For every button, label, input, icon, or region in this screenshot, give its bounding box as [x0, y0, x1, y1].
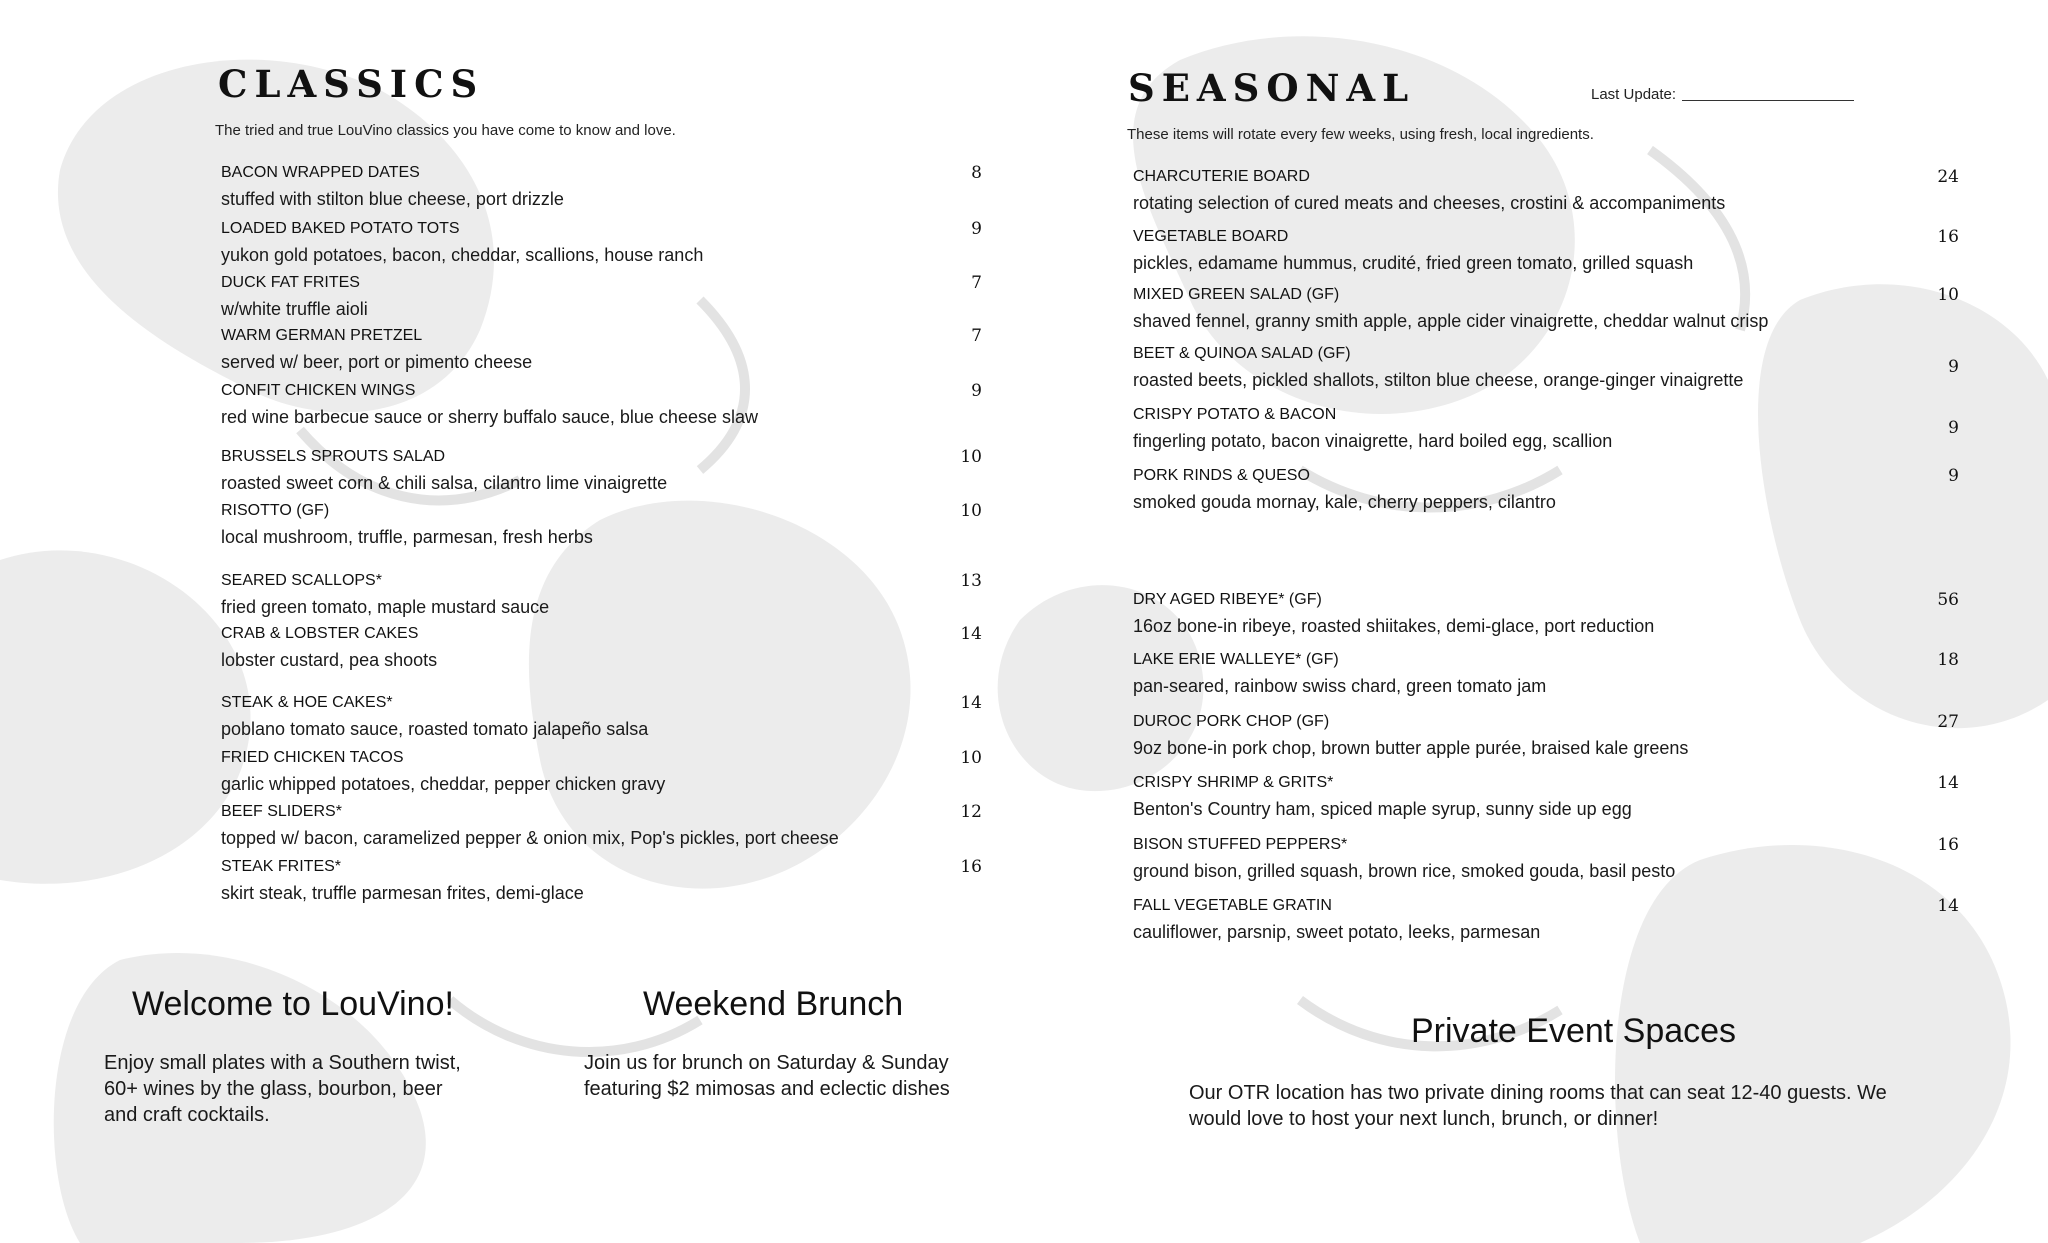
item-price: 24	[1937, 167, 1959, 187]
item-description: w/white truffle aioli	[221, 299, 368, 319]
item-price: 13	[960, 571, 982, 591]
item-price: 16	[1937, 227, 1959, 247]
item-price: 9	[971, 381, 982, 401]
item-price: 9	[971, 219, 982, 239]
item-price: 14	[1937, 773, 1959, 793]
item-price: 8	[971, 163, 982, 183]
item-description: yukon gold potatoes, bacon, cheddar, scallions, house ranch	[221, 245, 704, 265]
item-name: CHARCUTERIE BOARD	[1133, 168, 1310, 185]
last-update-blank-line	[1682, 100, 1854, 101]
classics-title: CLASSICS	[218, 62, 485, 106]
menu-item	[221, 274, 982, 326]
item-price: 27	[1937, 712, 1959, 732]
classics-subtitle: The tried and true LouVino classics you have come to know and love.	[215, 122, 676, 139]
item-description: 16oz bone-in ribeye, roasted shiitakes, demi-glace, port reduction	[1133, 616, 1655, 636]
menu-item	[221, 327, 982, 379]
item-price: 9	[1948, 357, 1959, 377]
item-price: 10	[960, 447, 982, 467]
welcome-line: 60+ wines by the glass, bourbon, beer	[104, 1078, 443, 1100]
item-description: ground bison, grilled squash, brown rice, smoked gouda, basil pesto	[1133, 861, 1676, 881]
item-name: SEARED SCALLOPS*	[221, 572, 382, 589]
item-name: LAKE ERIE WALLEYE* (GF)	[1133, 651, 1339, 668]
right-page	[1024, 0, 2048, 1243]
menu-item	[221, 694, 982, 746]
item-description: lobster custard, pea shoots	[221, 650, 438, 670]
item-name: FALL VEGETABLE GRATIN	[1133, 897, 1332, 914]
menu-item	[1133, 836, 1959, 888]
menu-item	[221, 382, 982, 434]
item-name: DUCK FAT FRITES	[221, 274, 360, 291]
item-description: poblano tomato sauce, roasted tomato jalapeño salsa	[221, 719, 649, 739]
menu-item	[1133, 467, 1959, 519]
brunch-line: Join us for brunch on Saturday & Sunday	[584, 1052, 949, 1074]
item-description: roasted sweet corn & chili salsa, cilantro lime vinaigrette	[221, 473, 668, 493]
item-description: rotating selection of cured meats and cheeses, crostini & accompaniments	[1133, 193, 1726, 213]
item-description: smoked gouda mornay, kale, cherry peppers, cilantro	[1133, 492, 1556, 512]
item-price: 7	[971, 326, 982, 346]
menu-item	[1133, 713, 1959, 765]
item-description: garlic whipped potatoes, cheddar, pepper chicken gravy	[221, 774, 666, 794]
item-name: CONFIT CHICKEN WINGS	[221, 382, 416, 399]
item-name: BRUSSELS SPROUTS SALAD	[221, 448, 446, 465]
menu-item	[1133, 168, 1959, 220]
item-name: BEEF SLIDERS*	[221, 803, 342, 820]
private-events-text	[1189, 1080, 1887, 1132]
item-name: WARM GERMAN PRETZEL	[221, 327, 423, 344]
private-events-line: Our OTR location has two private dining rooms that can seat 12-40 guests. We	[1189, 1082, 1887, 1104]
item-description: fried green tomato, maple mustard sauce	[221, 597, 550, 617]
item-price: 9	[1948, 466, 1959, 486]
item-price: 14	[1937, 896, 1959, 916]
item-name: LOADED BAKED POTATO TOTS	[221, 220, 460, 237]
item-price: 18	[1937, 650, 1959, 670]
item-price: 7	[971, 273, 982, 293]
brunch-line: featuring $2 mimosas and eclectic dishes	[584, 1078, 950, 1100]
item-price: 14	[960, 693, 982, 713]
item-description: shaved fennel, granny smith apple, apple cider vinaigrette, cheddar walnut crisp	[1133, 311, 1769, 331]
item-price: 12	[960, 802, 982, 822]
item-name: BACON WRAPPED DATES	[221, 164, 420, 181]
item-description: roasted beets, pickled shallots, stilton blue cheese, orange-ginger vinaigrette	[1133, 370, 1744, 390]
item-description: Benton's Country ham, spiced maple syrup, sunny side up egg	[1133, 799, 1632, 819]
item-description: served w/ beer, port or pimento cheese	[221, 352, 533, 372]
menu-item	[221, 749, 982, 801]
menu-item	[1133, 228, 1959, 280]
item-name: CRISPY SHRIMP & GRITS*	[1133, 774, 1334, 791]
item-name: STEAK & HOE CAKES*	[221, 694, 393, 711]
seasonal-subtitle: These items will rotate every few weeks, using fresh, local ingredients.	[1127, 126, 1594, 143]
item-price: 10	[960, 748, 982, 768]
item-description: pickles, edamame hummus, crudité, fried green tomato, grilled squash	[1133, 253, 1694, 273]
menu-item	[1133, 651, 1959, 703]
item-price: 10	[960, 501, 982, 521]
menu-item	[1133, 774, 1959, 826]
item-description: red wine barbecue sauce or sherry buffalo sauce, blue cheese slaw	[221, 407, 758, 427]
brunch-text	[584, 1050, 950, 1102]
menu-item	[221, 448, 982, 500]
item-name: MIXED GREEN SALAD (GF)	[1133, 286, 1340, 303]
welcome-line: and craft cocktails.	[104, 1104, 270, 1126]
welcome-heading: Welcome to LouVino!	[132, 985, 454, 1023]
item-price: 16	[960, 857, 982, 877]
menu-item	[221, 164, 982, 216]
private-events-line: would love to host your next lunch, brunch, or dinner!	[1189, 1108, 1659, 1130]
item-name: DUROC PORK CHOP (GF)	[1133, 713, 1330, 730]
item-name: CRAB & LOBSTER CAKES	[221, 625, 419, 642]
item-name: BISON STUFFED PEPPERS*	[1133, 836, 1348, 853]
item-name: CRISPY POTATO & BACON	[1133, 406, 1337, 423]
private-events-heading: Private Event Spaces	[1411, 1012, 1737, 1050]
menu-item	[1133, 897, 1959, 949]
menu-item	[1133, 406, 1959, 458]
item-price: 14	[960, 624, 982, 644]
item-price: 56	[1937, 590, 1959, 610]
menu-item	[1133, 345, 1959, 397]
welcome-line: Enjoy small plates with a Southern twist,	[104, 1052, 461, 1074]
last-update	[1591, 86, 1854, 103]
item-description: pan-seared, rainbow swiss chard, green tomato jam	[1133, 676, 1547, 696]
item-description: topped w/ bacon, caramelized pepper & onion mix, Pop's pickles, port cheese	[221, 828, 839, 848]
item-name: DRY AGED RIBEYE* (GF)	[1133, 591, 1322, 608]
item-price: 16	[1937, 835, 1959, 855]
menu-item	[1133, 286, 1959, 338]
item-name: VEGETABLE BOARD	[1133, 228, 1289, 245]
menu-item	[221, 502, 982, 554]
item-name: FRIED CHICKEN TACOS	[221, 749, 404, 766]
item-price: 10	[1937, 285, 1959, 305]
item-name: PORK RINDS & QUESO	[1133, 467, 1310, 484]
last-update-label: Last Update:	[1591, 86, 1677, 103]
menu-item	[221, 220, 982, 272]
welcome-text	[104, 1050, 461, 1128]
item-description: skirt steak, truffle parmesan frites, demi-glace	[221, 883, 584, 903]
item-description: 9oz bone-in pork chop, brown butter apple purée, braised kale greens	[1133, 738, 1689, 758]
classics-menu-list	[221, 164, 982, 904]
menu-item	[221, 858, 982, 910]
menu-item	[1133, 591, 1959, 643]
seasonal-menu-list	[1133, 168, 1959, 948]
item-price: 9	[1948, 418, 1959, 438]
seasonal-title: SEASONAL	[1128, 66, 1416, 110]
menu-item	[221, 803, 982, 855]
menu-item	[221, 572, 982, 624]
brunch-heading: Weekend Brunch	[643, 985, 904, 1023]
item-name: BEET & QUINOA SALAD (GF)	[1133, 345, 1351, 362]
item-name: STEAK FRITES*	[221, 858, 342, 875]
item-description: fingerling potato, bacon vinaigrette, hard boiled egg, scallion	[1133, 431, 1613, 451]
menu-item	[221, 625, 982, 677]
item-description: cauliflower, parsnip, sweet potato, leeks, parmesan	[1133, 922, 1541, 942]
item-name: RISOTTO (GF)	[221, 502, 330, 519]
item-description: stuffed with stilton blue cheese, port drizzle	[221, 189, 564, 209]
item-description: local mushroom, truffle, parmesan, fresh herbs	[221, 527, 593, 547]
